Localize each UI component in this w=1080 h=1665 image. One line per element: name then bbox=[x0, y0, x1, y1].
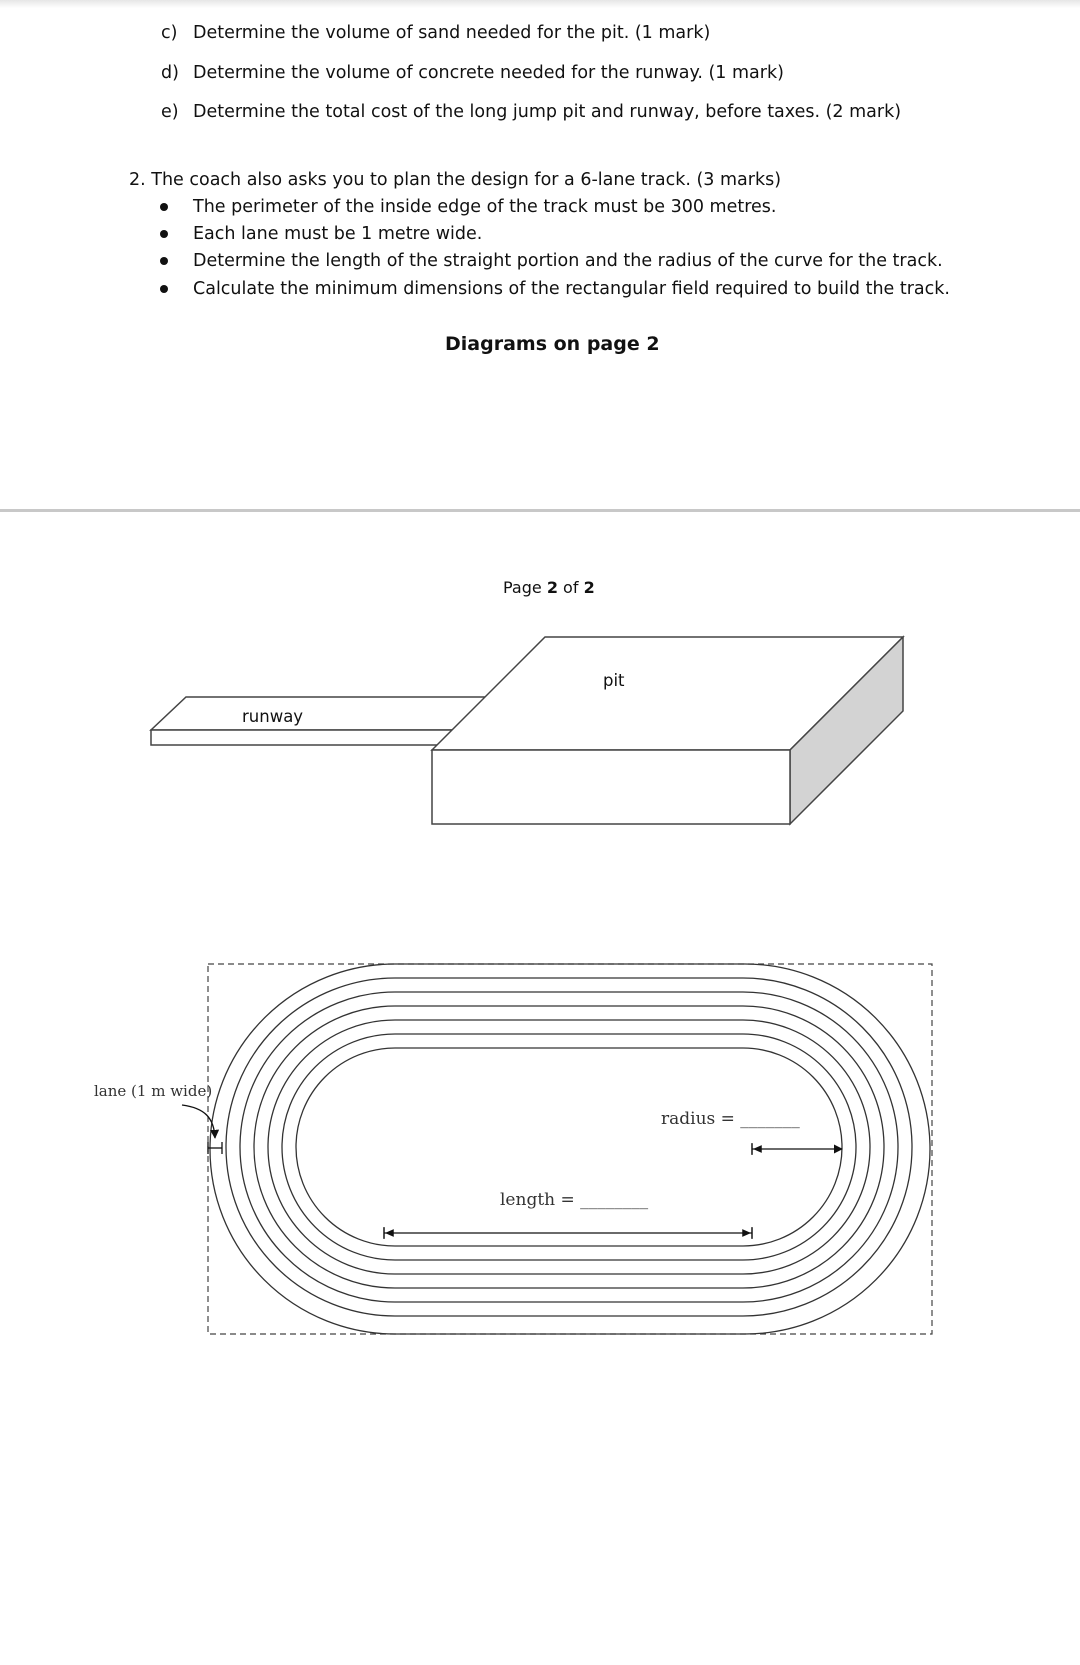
radius-label: radius = _______ bbox=[661, 1109, 800, 1129]
lane-line bbox=[226, 978, 912, 1316]
lane-line-inner bbox=[296, 1048, 842, 1246]
question-2-intro: 2. The coach also asks you to plan the design for a 6-lane track. (3 marks) bbox=[129, 170, 782, 190]
page-total: 2 bbox=[583, 578, 595, 597]
pit-label: pit bbox=[603, 671, 625, 690]
question-2-bullet-1: The perimeter of the inside edge of the track must be 300 metres. bbox=[193, 197, 777, 217]
runway-shape bbox=[151, 697, 488, 745]
question-2-bullet-4: Calculate the minimum dimensions of the rectangular field required to build the track. bbox=[193, 279, 950, 299]
runway-label: runway bbox=[242, 707, 304, 726]
length-label: length = ________ bbox=[500, 1190, 649, 1210]
lane-line bbox=[240, 992, 898, 1302]
lane-line bbox=[268, 1020, 870, 1274]
question-2-bullet-3: Determine the length of the straight portion and the radius of the curve for the track. bbox=[193, 251, 943, 271]
lane-line bbox=[282, 1034, 856, 1260]
lane-width-indicator bbox=[182, 1105, 222, 1154]
page-of: of bbox=[557, 578, 584, 597]
diagrams-note: Diagrams on page 2 bbox=[445, 333, 660, 355]
pit-box bbox=[432, 637, 903, 824]
question-d-text: Determine the volume of concrete needed for the runway. (1 mark) bbox=[193, 63, 784, 83]
question-2-bullet-2: Each lane must be 1 metre wide. bbox=[193, 224, 483, 244]
lane-label: lane (1 m wide) bbox=[94, 1082, 213, 1100]
page-label-prefix: Page bbox=[503, 578, 547, 597]
page-current: 2 bbox=[546, 578, 558, 597]
question-e-text: Determine the total cost of the long jump pit and runway, before taxes. (2 mark) bbox=[193, 102, 902, 122]
question-c-text: Determine the volume of sand needed for the pit. (1 mark) bbox=[193, 23, 711, 43]
question-e-label: e) bbox=[161, 102, 179, 122]
question-d-label: d) bbox=[161, 63, 179, 83]
question-c-label: c) bbox=[161, 23, 178, 43]
